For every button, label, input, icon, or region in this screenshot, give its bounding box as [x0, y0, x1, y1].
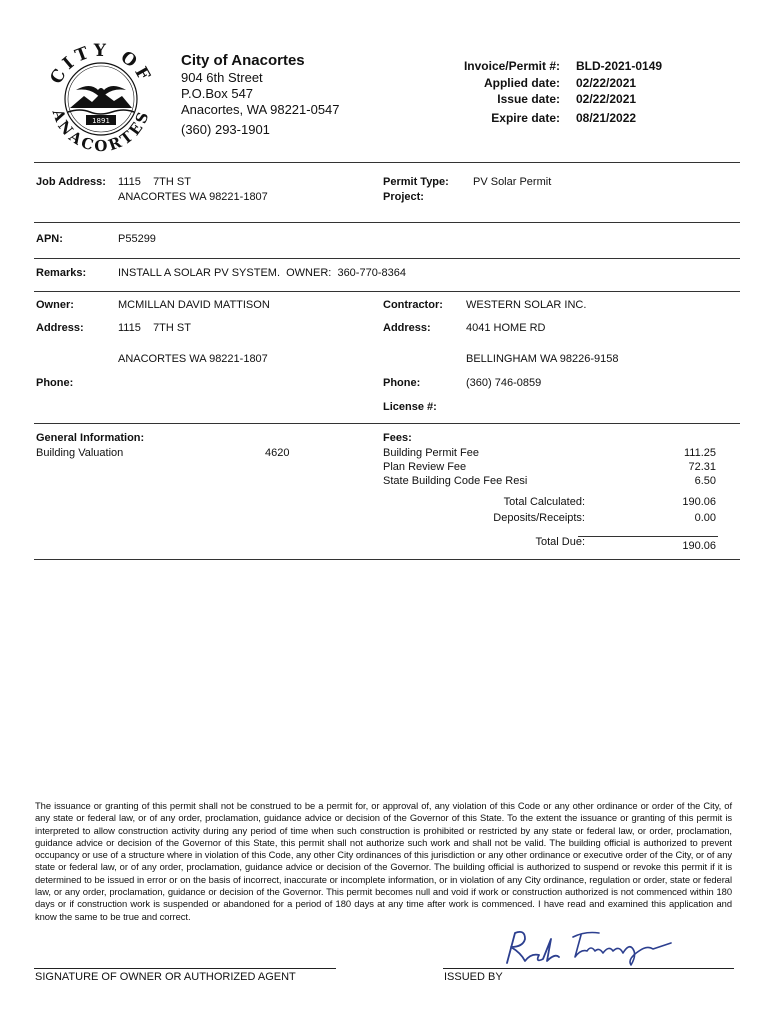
eagle-icon [76, 86, 126, 98]
divider [34, 423, 740, 424]
invoice-label: Invoice/Permit #: [463, 59, 560, 73]
svg-text:CITY OF [46, 41, 155, 88]
org-address-1: 904 6th Street [181, 70, 263, 85]
deposits-label: Deposits/Receipts: [493, 512, 585, 524]
city-seal-graphic [40, 38, 162, 160]
job-address-line1: 1115 7TH ST [118, 176, 191, 188]
owner-label: Owner: [36, 299, 74, 311]
invoice-value: BLD-2021-0149 [576, 59, 663, 73]
owner-phone-label: Phone: [36, 377, 74, 389]
divider [34, 559, 740, 560]
issue-label: Issue date: [497, 92, 560, 106]
expire-value: 08/21/2022 [576, 111, 637, 125]
applied-value: 02/22/2021 [576, 76, 637, 90]
seal-top-text: CITY OF [46, 40, 156, 88]
fees-label: Fees: [383, 432, 412, 444]
total-due-value: 190.06 [682, 540, 716, 552]
issue-value: 02/22/2021 [576, 92, 637, 106]
fee-amount: 111.25 [683, 447, 716, 459]
fee-amount: 6.50 [694, 475, 716, 487]
org-name: City of Anacortes [181, 52, 305, 69]
divider [34, 291, 740, 292]
contractor-name: WESTERN SOLAR INC. [466, 299, 587, 311]
owner-name: MCMILLAN DAVID MATTISON [118, 299, 270, 311]
contractor-address-line1: 4041 HOME RD [466, 322, 546, 334]
remarks-value: INSTALL A SOLAR PV SYSTEM. OWNER: 360-770-8364 [118, 267, 406, 279]
org-phone: (360) 293-1901 [181, 122, 270, 137]
fee-amount: 72.31 [688, 461, 716, 473]
contractor-address-line2: BELLINGHAM WA 98226-9158 [466, 353, 619, 365]
contractor-label: Contractor: [383, 299, 443, 311]
divider [34, 222, 740, 223]
issued-by-line [443, 968, 734, 969]
total-calculated-label: Total Calculated: [503, 496, 585, 508]
legal-disclaimer: The issuance or granting of this permit shall not be construed to be a permit for, or approval of, any violation of this Code or any other ordinance or order of the City, of any state or federal law, or of any order, proclamation, guidance advice or decision of the Governor of this State. To the extent the issuance or granting of this permit is interpreted to allow construction activity during any period of time when such construction is prohibited or restricted by any state or federal law, or order, proclamation, guidance advice or decision of the Governor of this State, this permit shall not authorize such work and shall not be valid. The building official is authorized to prevent occupancy or use of a structure where in violation of this Code, any other City ordinances of this jurisdiction or any other ordinance or executive order of the City, or of any state or federal law, or of any order, proclamation, guidance advice or decision of the Governor. The building official is authorized to suspend or revoke this permit if it is determined to be issued in error or on the basis of incorrect, inaccurate or incomplete information, or in violation of any City ordinance, regulation or order, state or federal law, or any order, proclamation, guidance or decision of the Governor. This permit becomes null and void if work or construction authorized is not commenced within 180 days or if construction work is suspended or abandoned for a period of 180 days at any time after work is commenced. I have read and examined this application and know the same to be true and correct. [35, 800, 732, 922]
seal-bottom-text: ANACORTES [48, 106, 154, 156]
job-address-label: Job Address: [36, 176, 106, 188]
owner-address-line2: ANACORTES WA 98221-1807 [118, 353, 268, 365]
signature-graphic [495, 925, 685, 969]
license-label: License #: [383, 401, 437, 413]
seal-year: 1891 [92, 117, 110, 125]
apn-label: APN: [36, 233, 63, 245]
permit-type-value: PV Solar Permit [473, 176, 552, 188]
fee-name: Plan Review Fee [383, 461, 467, 473]
building-valuation-value: 4620 [265, 447, 290, 459]
contractor-phone-label: Phone: [383, 377, 421, 389]
divider [34, 162, 740, 163]
city-seal [40, 38, 162, 160]
org-address-2: P.O.Box 547 [181, 86, 254, 101]
contractor-phone: (360) 746-0859 [466, 377, 542, 389]
fee-name: State Building Code Fee Resi [383, 475, 528, 487]
total-due-label: Total Due: [535, 536, 585, 548]
permit-type-label: Permit Type: [383, 176, 449, 188]
total-due-rule [578, 536, 718, 537]
owner-signature-line [34, 968, 336, 969]
general-info-label: General Information: [36, 432, 145, 444]
fee-name: Building Permit Fee [383, 447, 479, 459]
job-address-line2: ANACORTES WA 98221-1807 [118, 191, 268, 203]
issued-by-signature [495, 925, 685, 969]
divider [34, 258, 740, 259]
apn-value: P55299 [118, 233, 156, 245]
applied-label: Applied date: [483, 76, 560, 90]
owner-address-label: Address: [36, 322, 84, 334]
expire-label: Expire date: [491, 111, 560, 125]
owner-address-line1: 1115 7TH ST [118, 322, 191, 334]
total-calculated-value: 190.06 [682, 496, 716, 508]
deposits-value: 0.00 [694, 512, 716, 524]
contractor-address-label: Address: [383, 322, 431, 334]
remarks-label: Remarks: [36, 267, 87, 279]
project-label: Project: [383, 191, 424, 203]
building-valuation-label: Building Valuation [36, 447, 124, 459]
org-address-3: Anacortes, WA 98221-0547 [181, 102, 340, 117]
owner-signature-label: SIGNATURE OF OWNER OR AUTHORIZED AGENT [35, 971, 296, 983]
issued-by-label: ISSUED BY [444, 971, 503, 983]
